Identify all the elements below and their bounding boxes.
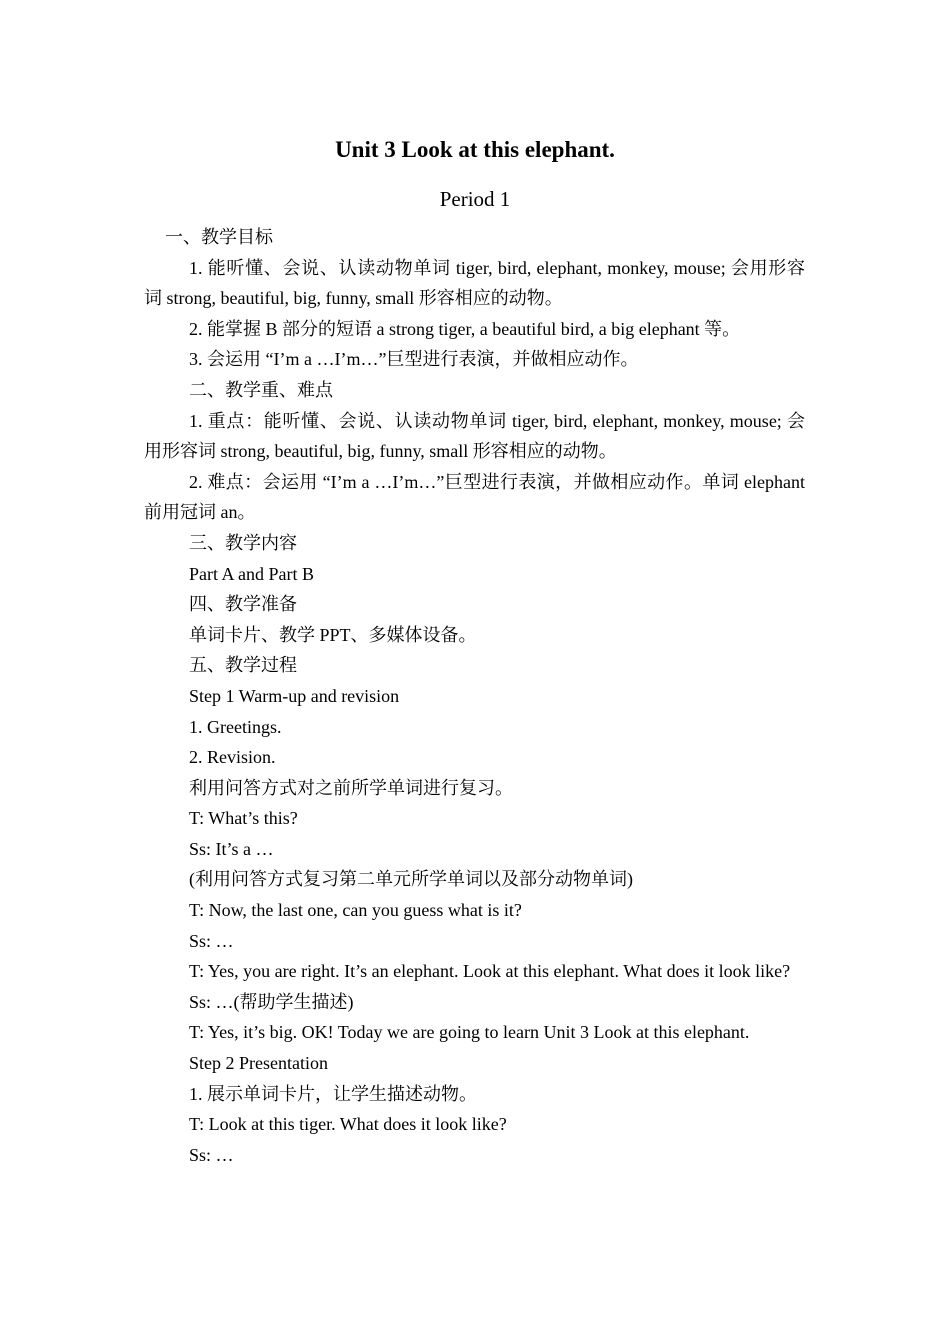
paragraph: 单词卡片、教学 PPT、多媒体设备。 — [189, 624, 477, 645]
paragraph: Ss: It’s a … — [189, 838, 274, 859]
paragraph: (利用问答方式复习第二单元所学单词以及部分动物单词) — [189, 869, 633, 890]
paragraph: Step 1 Warm-up and revision — [189, 685, 400, 706]
paragraph: T: Now, the last one, can you guess what is it? — [189, 900, 522, 921]
paragraph: 1. Greetings. — [189, 716, 282, 737]
paragraph: Ss: …(帮助学生描述) — [189, 991, 354, 1012]
paragraph: T: Yes, you are right. It’s an elephant. Look at this elephant. What does it look like? — [189, 961, 791, 982]
paragraph: T: Yes, it’s big. OK! Today we are going to learn Unit 3 Look at this elephant. — [189, 1022, 750, 1043]
document-title: Unit 3 Look at this elephant. — [335, 137, 615, 162]
paragraph: 3. 会运用 “I’m a …I’m…”巨型进行表演，并做相应动作。 — [189, 349, 639, 370]
document-subtitle: Period 1 — [439, 187, 511, 211]
paragraph: T: Look at this tiger. What does it look like? — [189, 1114, 507, 1135]
paragraph: Step 2 Presentation — [189, 1053, 328, 1074]
paragraph: 四、教学准备 — [189, 594, 297, 615]
paragraph: Part A and Part B — [189, 563, 314, 584]
paragraph: 1. 能听懂、会说、认读动物单词 tiger, bird, elephant, monkey, mouse; 会用形容词 strong, beautiful, big, funny, small 形容相应的动物。 — [144, 257, 805, 309]
paragraph: T: What’s this? — [189, 808, 298, 829]
paragraph: 利用问答方式对之前所学单词进行复习。 — [189, 777, 513, 798]
paragraph: 一、教学目标 — [165, 227, 273, 247]
paragraph: 2. 能掌握 B 部分的短语 a strong tiger, a beautiful bird, a big elephant 等。 — [189, 318, 741, 339]
paragraph: 五、教学过程 — [189, 655, 297, 676]
paragraph: 1. 展示单词卡片，让学生描述动物。 — [189, 1083, 477, 1104]
paragraph: Ss: … — [189, 1144, 234, 1165]
paragraph: 三、教学内容 — [189, 532, 297, 553]
paragraph: 二、教学重、难点 — [189, 379, 333, 400]
document-body — [144, 222, 805, 1170]
paragraph: Ss: … — [189, 930, 234, 951]
paragraph: 2. 难点：会运用 “I’m a …I’m…”巨型进行表演，并做相应动作。单词 elephant 前用冠词 an。 — [144, 471, 805, 523]
paragraph: 1. 重点：能听懂、会说、认读动物单词 tiger, bird, elephant, monkey, mouse; 会用形容词 strong, beautiful, big, funny, small 形容相应的动物。 — [144, 410, 805, 462]
paragraph: 2. Revision. — [189, 747, 276, 768]
